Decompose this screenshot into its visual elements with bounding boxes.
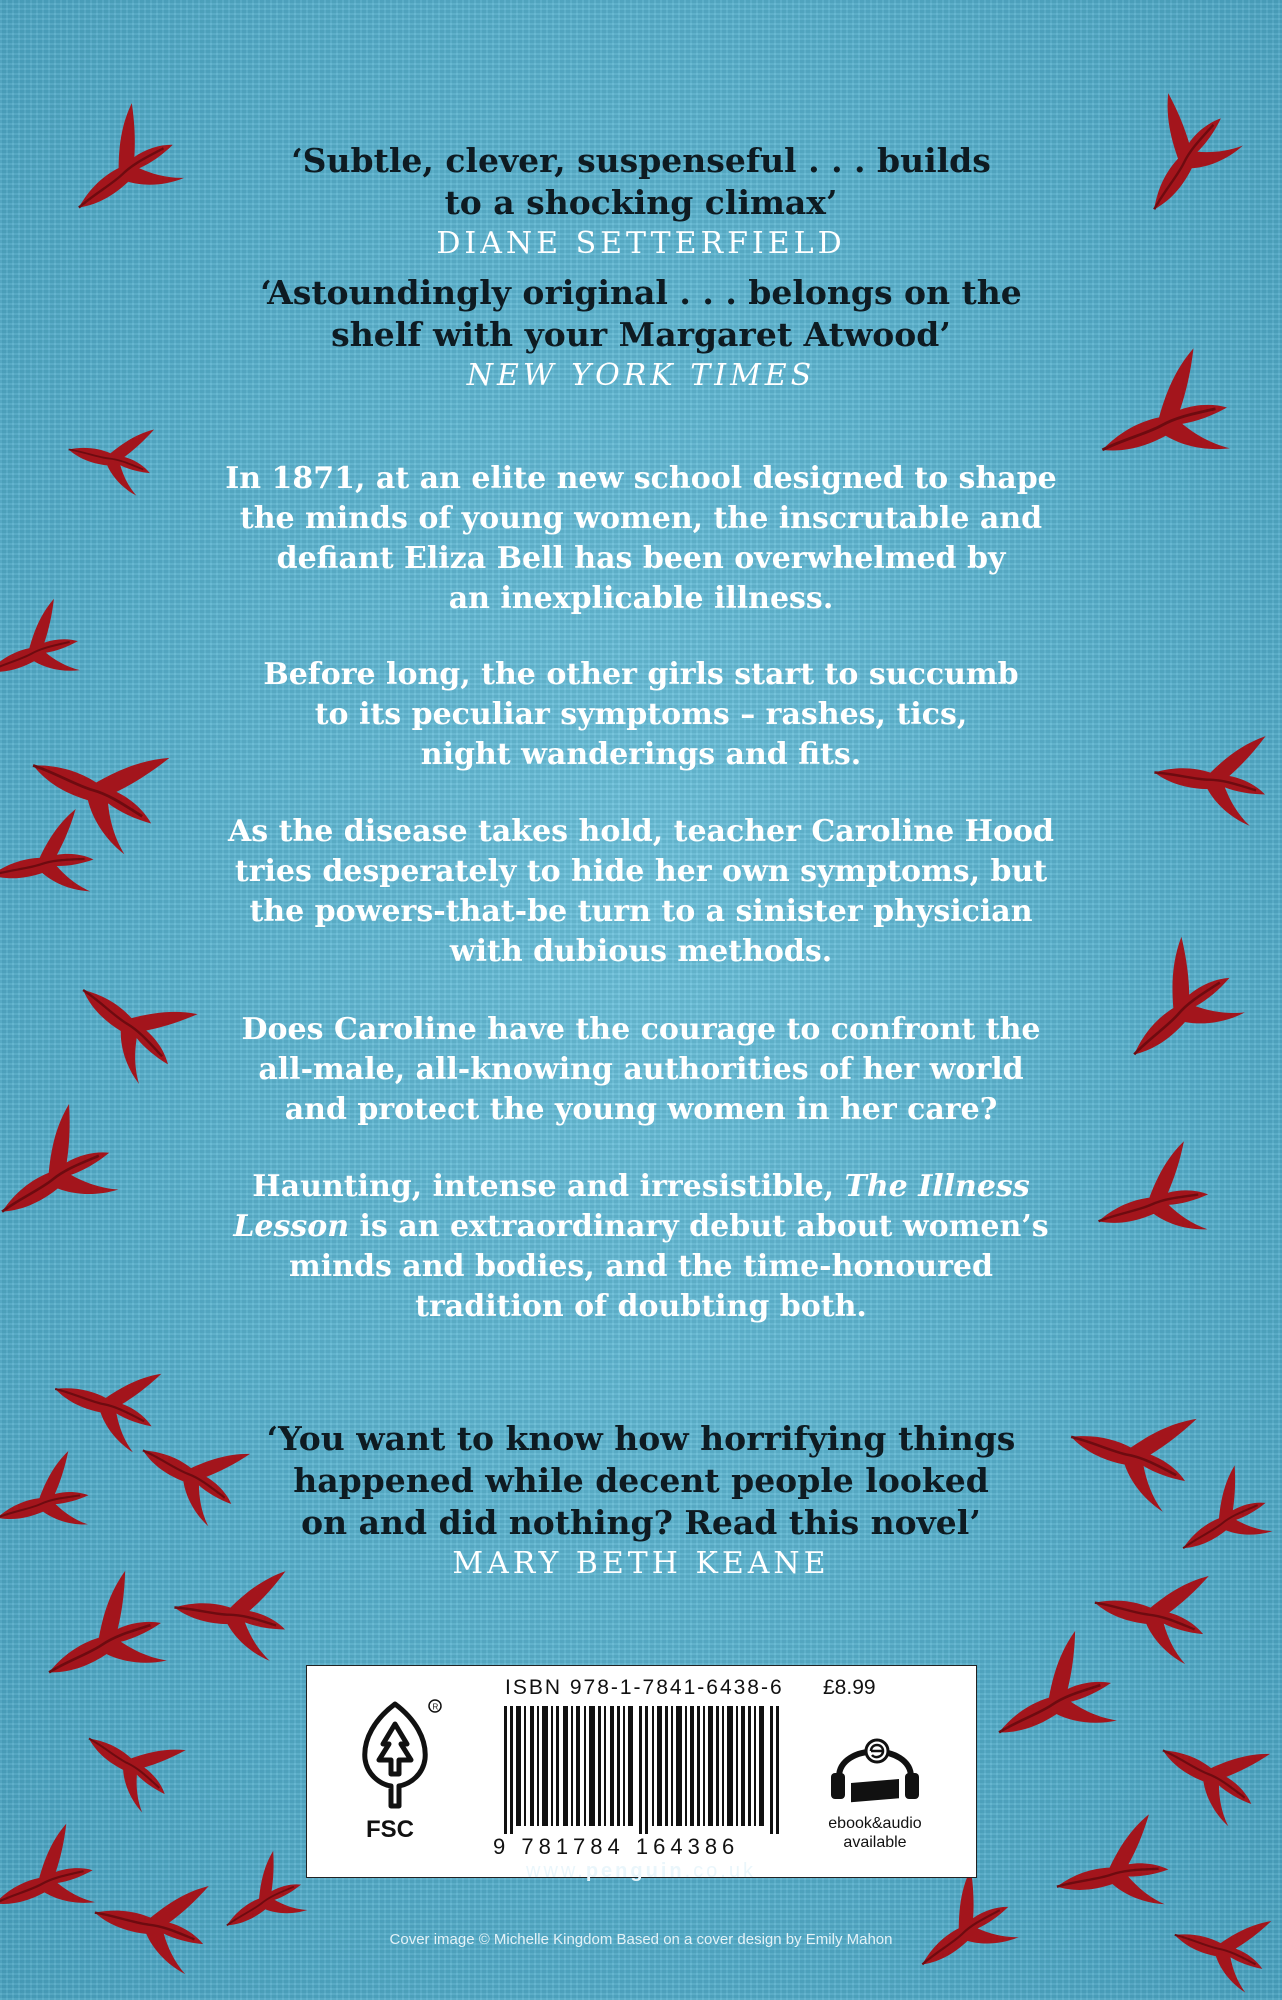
blurb-text: is an extraordinary debut about women’s (349, 1209, 1049, 1244)
quote-line: ‘Subtle, clever, suspenseful . . . builds (291, 141, 991, 180)
quote-line: ‘Astoundingly original . . . belongs on the (260, 273, 1022, 312)
bird-icon (72, 1701, 193, 1817)
barcode-bars (500, 1706, 790, 1834)
blurb-line: the powers-that-be turn to a sinister physician (249, 894, 1033, 929)
quote-line: on and did nothing? Read this novel’ (301, 1503, 981, 1542)
web-brand: penguin (585, 1860, 685, 1882)
blurb-line (0, 1207, 1282, 1247)
blurb-line: tradition of doubting both. (415, 1289, 867, 1324)
svg-text:R: R (432, 1702, 439, 1712)
bird-icon (974, 1627, 1127, 1768)
headphones-book-icon (827, 1721, 923, 1811)
web-prefix: www. (526, 1860, 586, 1882)
blurb-line: night wanderings and fits. (420, 737, 862, 772)
blurb-line (0, 1167, 1282, 1207)
price-text: £8.99 (823, 1676, 876, 1699)
bird-icon (24, 1567, 177, 1708)
fsc-tree-icon (345, 1694, 445, 1814)
blurb-line: and protect the young women in her care? (284, 1092, 998, 1127)
blurb-line: an inexplicable illness. (448, 581, 834, 616)
cover-credit: Cover image © Michelle Kingdom Based on a cover design by Emily Mahon (389, 1931, 893, 1948)
barcode-digits: 9 781784 164386 (493, 1834, 740, 1859)
blurb-line: with dubious methods. (449, 934, 833, 969)
blurb-line: minds and bodies, and the time-honoured (289, 1249, 993, 1284)
blurb-paragraph-3 (0, 812, 1282, 972)
blurb-line: the minds of young women, the inscrutable and (239, 501, 1043, 536)
isbn-text: ISBN 978-1-7841-6438-6 (505, 1676, 784, 1699)
quote-line: happened while decent people looked (293, 1461, 989, 1500)
quote-line: ‘You want to know how horrifying things (266, 1419, 1016, 1458)
review-quote-keane (0, 1418, 1282, 1584)
blurb-line: all-male, all-knowing authorities of her world (258, 1052, 1024, 1087)
blurb-paragraph-2 (0, 655, 1282, 775)
blurb-line: In 1871, at an elite new school designed to shape (225, 461, 1057, 496)
review-quote-setterfield (0, 140, 1282, 264)
blurb-line: to its peculiar symptoms – rashes, tics, (314, 697, 968, 732)
fsc-label: FSC (366, 1816, 414, 1843)
quote-source: NEW YORK TIMES (466, 358, 816, 393)
blurb-line: defiant Eliza Bell has been overwhelmed by (276, 541, 1006, 576)
blurb-paragraph-1 (0, 459, 1282, 619)
web-suffix: .co.uk (684, 1860, 756, 1882)
ebook-audio-label: ebook&audio available (828, 1815, 922, 1851)
blurb-line: tries desperately to hide her own symptoms, but (234, 854, 1048, 889)
quote-line: shelf with your Margaret Atwood’ (331, 315, 951, 354)
publisher-website (0, 1860, 1282, 1883)
blurb-text: Haunting, intense and irresistible, (252, 1169, 845, 1204)
bird-icon (1146, 1707, 1277, 1831)
barcode-panel (306, 1665, 977, 1878)
book-title-text: Lesson (233, 1209, 350, 1244)
quote-line: to a shocking climax’ (444, 183, 838, 222)
review-quote-nyt (0, 272, 1282, 396)
quote-source: DIANE SETTERFIELD (436, 226, 846, 261)
blurb-paragraph-4 (0, 1010, 1282, 1130)
quote-source: MARY BETH KEANE (452, 1546, 830, 1581)
blurb-paragraph-5 (0, 1167, 1282, 1327)
blurb-line: Does Caroline have the courage to confront the (241, 1012, 1041, 1047)
blurb-line: As the disease takes hold, teacher Caroline Hood (227, 814, 1054, 849)
blurb-line: Before long, the other girls start to succumb (263, 657, 1019, 692)
book-title-text: The Illness (844, 1169, 1030, 1204)
